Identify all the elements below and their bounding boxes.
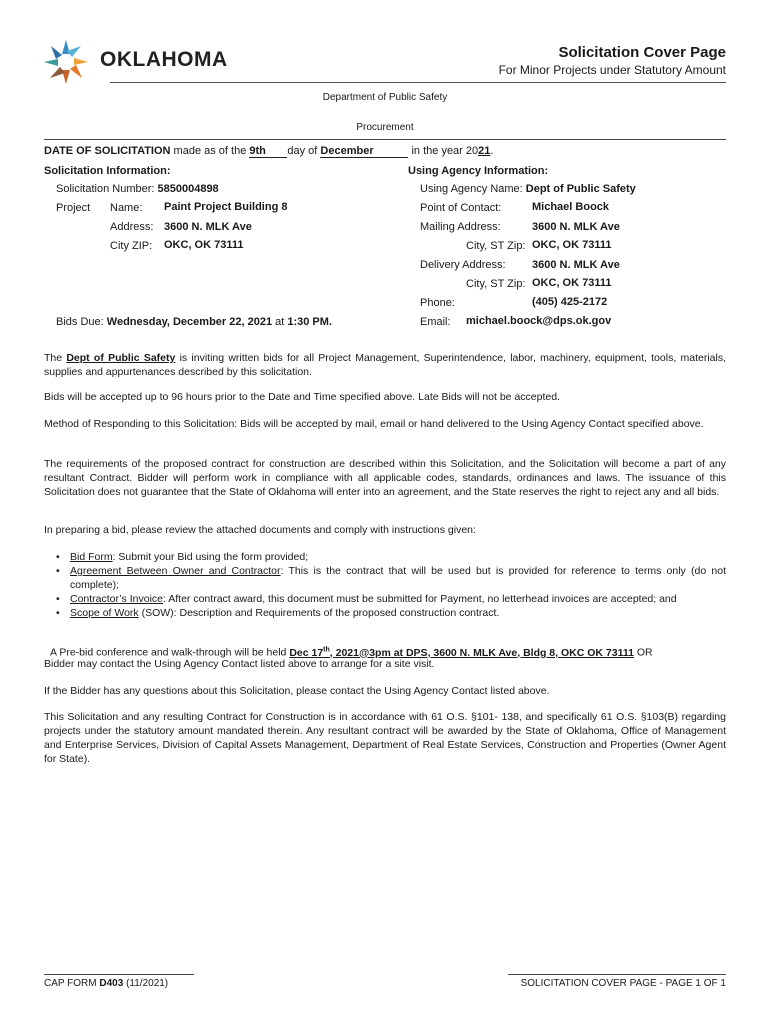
bids-due-at: at — [272, 316, 288, 328]
list-item: • Bid Form: Submit your Bid using the form provided; — [56, 550, 726, 564]
contact-label: Point of Contact: — [420, 202, 502, 214]
solicitation-number: 5850004898 — [157, 183, 219, 195]
prebid-paragraph-line2: Bidder may contact the Using Agency Contact listed above to arrange for a site visit. — [44, 658, 435, 670]
method-paragraph: Method of Responding to this Solicitation: Bids will be accepted by mail, email or hand delivered to the Using Agency Contact specified above. — [44, 418, 704, 430]
email-label: Email: — [420, 316, 451, 328]
procurement-label: Procurement — [356, 122, 414, 133]
solicitation-info-heading: Solicitation Information: — [44, 165, 171, 177]
prebid-paragraph: A Pre-bid conference and walk-through will be held Dec 17th, 2021@3pm at DPS, 3600 N. MLK Ave, Bldg 8, OKC OK 73111 OR — [50, 646, 653, 659]
agency-info-heading: Using Agency Information: — [408, 165, 549, 177]
bids-due-date: Wednesday, December 22, 2021 — [106, 316, 273, 328]
bids-due-label: Bids Due: — [56, 316, 104, 328]
date-day-of: day of — [287, 145, 321, 157]
agreement-link[interactable]: Agreement Between Owner and Contractor — [70, 565, 281, 577]
solicitation-number-label: Solicitation Number: — [56, 183, 155, 195]
prebid-date: Dec 17th, 2021@3pm at DPS, 3600 N. MLK Ave, Bldg 8, OKC OK 73111 — [289, 646, 634, 659]
scope-of-work-link[interactable]: Scope of Work — [70, 607, 139, 619]
list-item: • Scope of Work (SOW): Description and Requirements of the proposed construction contract. — [56, 606, 726, 620]
footer-divider-right — [508, 974, 726, 975]
project-label: Project — [56, 202, 91, 214]
project-cityzip-label: City ZIP: — [110, 240, 153, 252]
questions-paragraph: If the Bidder has any questions about this Solicitation, please contact the Using Agency Contact listed above. — [44, 685, 550, 697]
page-number: SOLICITATION COVER PAGE - PAGE 1 OF 1 — [520, 978, 726, 989]
page-title: Solicitation Cover Page — [558, 44, 726, 61]
date-in-year: in the year 20 — [408, 145, 479, 157]
delivery-address-label: Delivery Address: — [420, 259, 506, 271]
project-name-label: Name: — [110, 202, 143, 214]
logo-wordmark: OKLAHOMA — [100, 48, 228, 71]
delivery-address: 3600 N. MLK Ave — [532, 259, 620, 271]
bid-form-link[interactable]: Bid Form — [70, 551, 113, 563]
date-month: December — [320, 145, 408, 158]
bids-due-row — [56, 316, 332, 328]
phone-number: (405) 425-2172 — [532, 296, 608, 308]
phone-label: Phone: — [420, 297, 455, 309]
department-name: Department of Public Safety — [322, 92, 448, 103]
project-name: Paint Project Building 8 — [164, 201, 288, 213]
delivery-city: OKC, OK 73111 — [532, 277, 612, 289]
form-number: CAP FORM D403 (11/2021) — [44, 978, 169, 989]
late-bids-paragraph: Bids will be accepted up to 96 hours prior to the Date and Time specified above. Late Bids will not be accepted. — [44, 391, 560, 403]
date-period: . — [490, 145, 494, 157]
requirements-paragraph: The requirements of the proposed contract for construction are described within this Solicitation, and the Solicitation will become a part of any resultant Contract. Bidder will perform work in compliance with all applicable codes, standards, ordinances and laws. The issuance of this Solicitation does not guarantee that the State of Oklahoma will enter into an agreement, and the State reserves the right to reject any and all bids. — [44, 458, 726, 498]
solicitation-number-row — [56, 183, 219, 195]
statute-paragraph: This Solicitation and any resulting Contract for Construction is in accordance with 61 O.S. §101- 138, and specifically 61 O.S. §103(B) regarding projects under the statutory amount mandated therein. Any resultant contract will be awarded by the State of Oklahoma, Office of Management and Enterprise Services, Division of Capital Assets Management, Department of Real Estate Services, Construction and Properties (Owner Agent for State). — [44, 711, 726, 765]
bids-due-time: 1:30 PM. — [287, 316, 332, 328]
mailing-city-label: City, ST Zip: — [466, 240, 526, 252]
preparing-bid-paragraph: In preparing a bid, please review the attached documents and comply with instructions given: — [44, 524, 476, 536]
header-divider — [110, 82, 726, 83]
email-address[interactable]: michael.boock@dps.ok.gov — [466, 315, 612, 327]
invoice-link[interactable]: Contractor’s Invoice — [70, 593, 163, 605]
mailing-address: 3600 N. MLK Ave — [532, 221, 620, 233]
procurement-divider — [44, 139, 726, 140]
date-of-solicitation-line — [44, 145, 493, 158]
project-address-label: Address: — [110, 221, 154, 233]
intro-agency-name: Dept of Public Safety — [66, 352, 176, 364]
agency-name: Dept of Public Safety — [525, 183, 636, 195]
documents-list — [56, 550, 726, 620]
mailing-city: OKC, OK 73111 — [532, 239, 612, 251]
project-cityzip: OKC, OK 73111 — [164, 239, 244, 251]
mailing-address-label: Mailing Address: — [420, 221, 501, 233]
contact-name: Michael Boock — [532, 201, 610, 213]
date-label-rest: made as of the — [170, 145, 250, 157]
date-year: 21 — [478, 145, 491, 157]
date-day: 9th — [249, 145, 287, 158]
list-item: • Agreement Between Owner and Contractor: This is the contract that will be used but is provided for reference to terms only (do not complete); — [56, 564, 726, 592]
agency-name-row — [420, 183, 636, 195]
page-subtitle: For Minor Projects under Statutory Amount — [498, 63, 726, 77]
project-address: 3600 N. MLK Ave — [164, 221, 252, 233]
list-item: • Contractor’s Invoice: After contract award, this document must be submitted for Payment, no letterhead invoices are accepted; and — [56, 592, 726, 606]
date-label: DATE OF SOLICITATION — [44, 145, 171, 157]
agency-name-label: Using Agency Name: — [420, 183, 523, 195]
delivery-city-label: City, ST Zip: — [466, 278, 526, 290]
intro-paragraph: The Dept of Public Safety is inviting written bids for all Project Management, Superintendence, labor, machinery, equipment, tools, materials, supplies and appurtenances described by this solicitation. — [44, 352, 726, 378]
footer-divider-left — [44, 974, 194, 975]
